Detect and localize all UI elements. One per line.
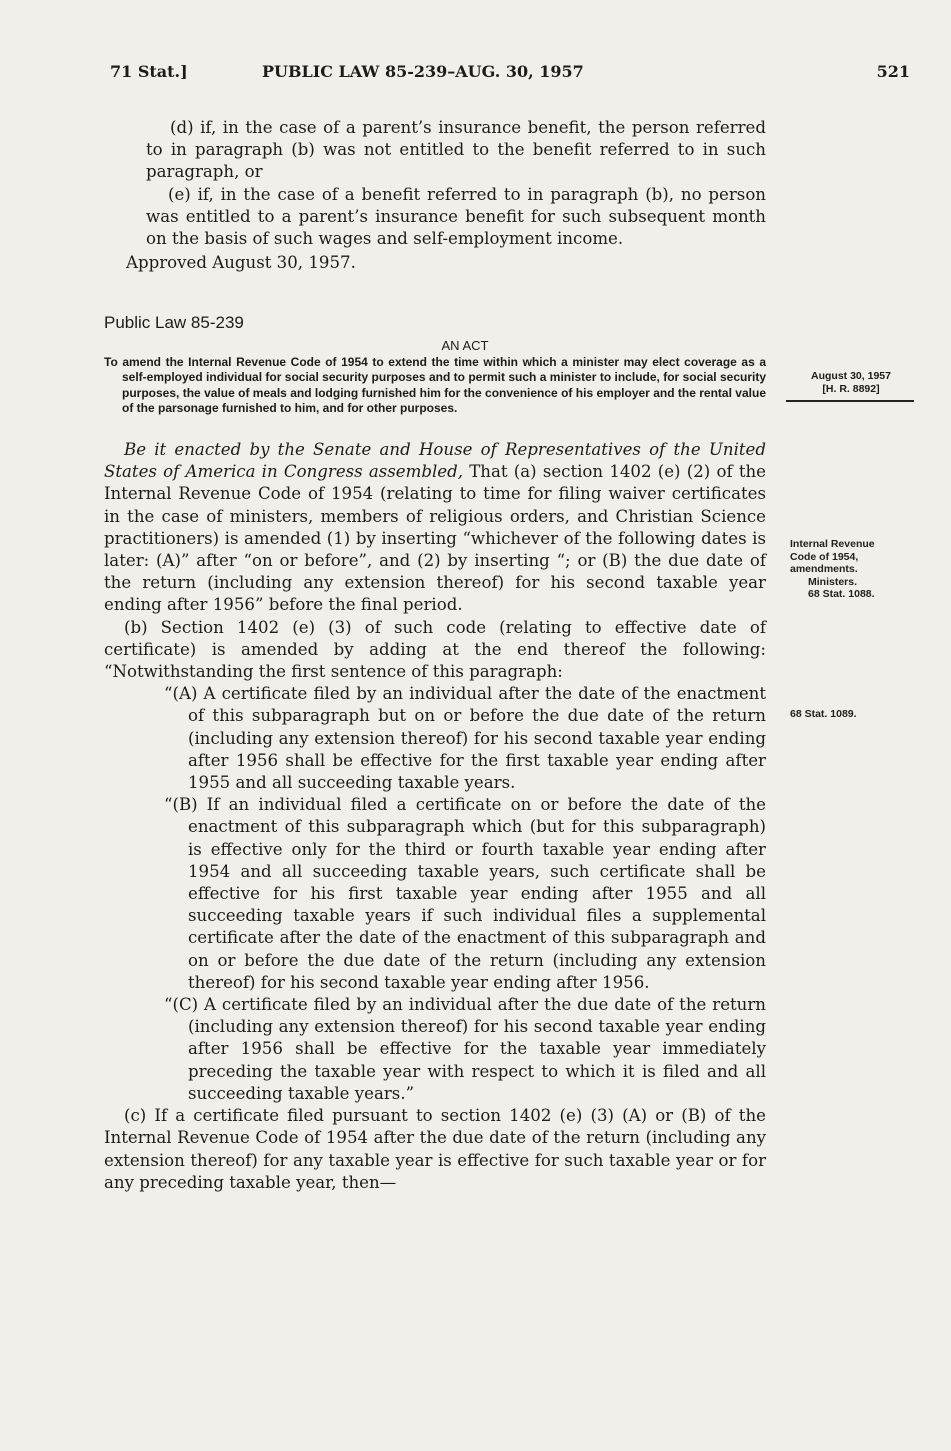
subparagraph-b: “(B) If an individual filed a certificate on or before the date of the enactment of this subparagraph which (but for this subparagraph) is effective only for the third or fourth taxable year ending after 1954 and all succeeding taxable years, such certificate shall be effective for his first taxable year ending after 1955 and all succeeding taxable years if such individual files a supplemental certificate after the date of the enactment of this subparagraph and on or before the due date of the return (including any extension thereof) for his second taxable year ending after 1956. xyxy=(164,795,766,992)
section-c: (c) If a certificate filed pursuant to section 1402 (e) (3) (A) or (B) of the Internal Revenue Code of 1954 after the due date of the return (including any extension thereof) for any taxable year is effective for such taxable year or for any preceding taxable year, then— xyxy=(104,1106,766,1192)
act-purpose: To amend the Internal Revenue Code of 1954 to extend the time within which a minister may elect coverage as a self-employed individual for social security purposes and to permit such a minister to include, for social security purposes, the value of meals and lodging furnished him for the convenience of his employer and the rental value of the parsonage furnished to him, and for other purposes. xyxy=(104,354,766,416)
margin-note-stat-1089: 68 Stat. 1089. xyxy=(790,708,857,720)
an-act-heading: AN ACT xyxy=(441,337,489,353)
margin-irc-line3: amendments. xyxy=(790,563,858,575)
section-a-text: That (a) section 1402 (e) (2) of the Internal Revenue Code of 1954 (relating to time for filing waiver certificates in the case of ministers, members of religious orders, and Christian Science practitioners) is amended (1) by inserting “whichever of the following dates is later: (A)” after “on or before”, and (2) by inserting “; or (B) the due date of the return (including any extension thereof) for his second taxable year ending after 1956” before the final period. xyxy=(104,462,766,615)
margin-note-irc xyxy=(790,538,914,601)
paragraph-e: (e) if, in the case of a benefit referred to in paragraph (b), no person was entitled to a parent’s insurance benefit for such subsequent month on the basis of such wages and self-employment income. xyxy=(146,184,766,249)
page-number: 521 xyxy=(876,62,910,81)
bill-reference-rule xyxy=(786,400,914,402)
header-title: PUBLIC LAW 85-239–AUG. 30, 1957 xyxy=(262,62,584,81)
bill-reference xyxy=(788,370,914,395)
running-header xyxy=(110,62,910,88)
bill-number: [H. R. 8892] xyxy=(822,382,880,395)
approval-date: Approved August 30, 1957. xyxy=(126,253,356,273)
enacting-clause-italic: Be it enacted by the Senate and House of Representatives of the United States of America in Congress assembled, xyxy=(104,440,766,482)
enacting-clause xyxy=(104,439,766,617)
subparagraph-a: “(A) A certificate filed by an individual after the date of the enactment of this subparagraph but on or before the due date of the return (including any extension thereof) for his second taxable year ending after 1956 shall be effective for the first taxable year ending after 1955 and all succeeding taxable years. xyxy=(164,684,766,793)
subparagraph-c: “(C) A certificate filed by an individual after the due date of the return (including any extension thereof) for his second taxable year ending after 1956 shall be effective for the taxable year immediately preceding the taxable year with respect to which it is filed and all succeeding taxable years.” xyxy=(164,995,766,1103)
public-law-designation: Public Law 85-239 xyxy=(104,313,244,333)
volume-reference: 71 Stat.] xyxy=(110,62,188,81)
margin-irc-line5: 68 Stat. 1088. xyxy=(808,588,875,600)
margin-irc-line4: Ministers. xyxy=(808,575,858,588)
section-b: (b) Section 1402 (e) (3) of such code (relating to effective date of certificate) is amended by adding at the end thereof the following: “Notwithstanding the first sentence of this paragraph: xyxy=(104,617,766,682)
margin-irc-line2: Code of 1954, xyxy=(790,550,859,563)
bill-date: August 30, 1957 xyxy=(811,370,891,382)
paragraph-d: (d) if, in the case of a parent’s insurance benefit, the person referred to in paragraph (b) was not entitled to the benefit referred to in such paragraph, or xyxy=(146,118,766,182)
main-text-column xyxy=(104,117,766,1194)
margin-irc-line1: Internal Revenue xyxy=(790,538,875,550)
